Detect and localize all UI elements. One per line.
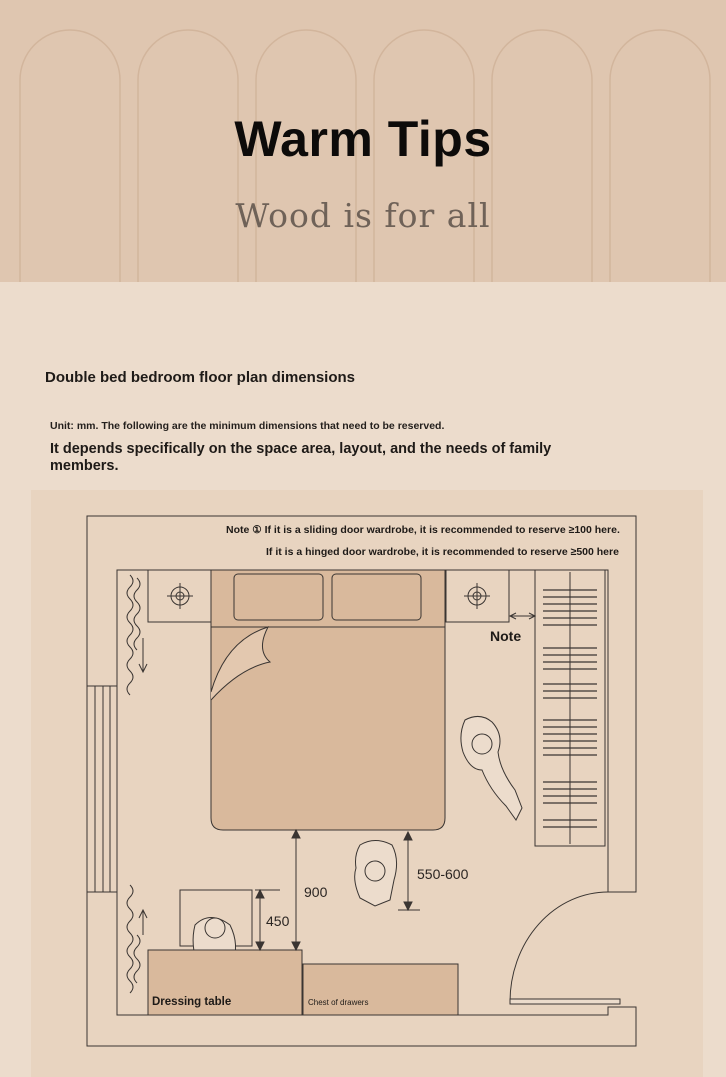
- section-title: Double bed bedroom floor plan dimensions: [45, 369, 356, 386]
- note-line-2: If it is a hinged door wardrobe, it is recommended to reserve ≥500 here: [266, 546, 619, 558]
- dimension-lines: [255, 830, 420, 950]
- page-title: Warm Tips: [234, 111, 492, 167]
- page-subtitle: Wood is for all: [235, 196, 491, 235]
- curtain-top: [127, 575, 133, 695]
- chest-of-drawers-label: Chest of drawers: [308, 998, 369, 1007]
- section-description: It depends specifically on the space area, layout, and the needs of family members.: [50, 441, 552, 474]
- pillow-right: [332, 574, 421, 620]
- wardrobe: [510, 570, 605, 846]
- note-line-1: Note ① If it is a sliding door wardrobe, it is recommended to reserve ≥100 here.: [226, 524, 620, 536]
- curtain-bottom: [127, 885, 133, 993]
- dimension-900: 900: [304, 884, 328, 900]
- door: [510, 892, 620, 1004]
- person-wardrobe: [461, 716, 522, 820]
- lamp-right: [464, 583, 490, 609]
- window: [87, 686, 117, 892]
- lamp-left: [167, 583, 193, 609]
- chest-of-drawers: [303, 964, 458, 1015]
- double-bed: [211, 570, 445, 830]
- unit-note: Unit: mm. The following are the minimum dimensions that need to be reserved.: [50, 420, 445, 432]
- pillow-left: [234, 574, 323, 620]
- dimension-550-600: 550-600: [417, 866, 469, 882]
- dressing-table-label: Dressing table: [152, 996, 232, 1008]
- person-center: [355, 841, 397, 907]
- dimension-450: 450: [266, 913, 290, 929]
- note-label: Note: [490, 628, 522, 644]
